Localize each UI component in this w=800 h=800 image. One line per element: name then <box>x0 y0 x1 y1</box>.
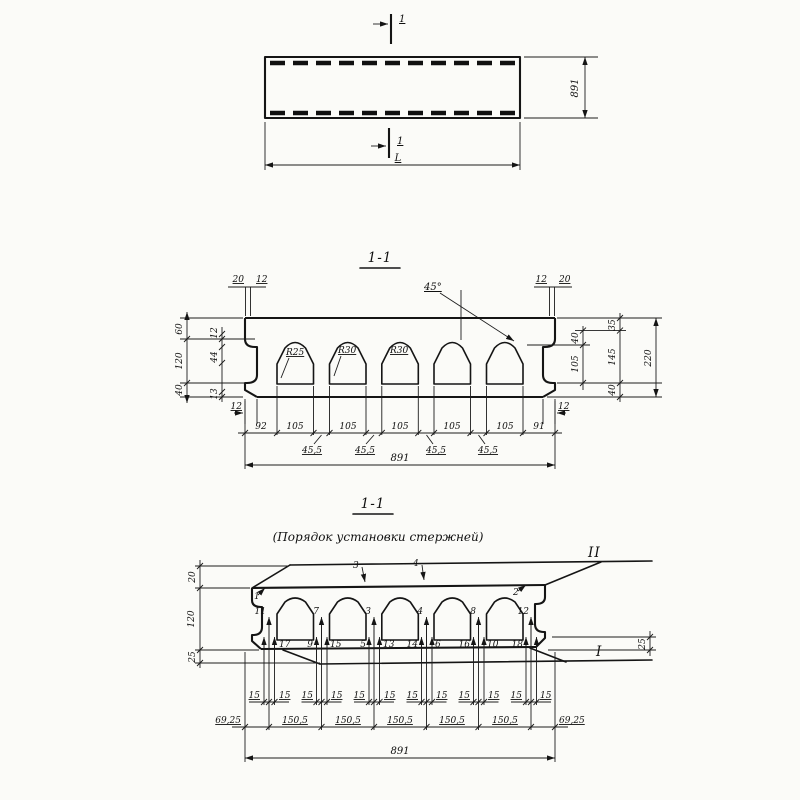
left-inner-dim-12: 12 <box>210 327 220 339</box>
plan-length-dim <box>265 122 520 170</box>
chain-1505-2: 150,5 <box>335 716 361 726</box>
plan-length-label: L <box>394 153 402 164</box>
rod-label-5: 5 <box>360 640 366 650</box>
right-mid-dim-35: 35 <box>608 319 618 331</box>
spacing-15-4: 15 <box>331 691 343 701</box>
rod-label-11: 11 <box>254 607 266 617</box>
rod-label-12: 12 <box>517 607 529 617</box>
chain-105-1: 105 <box>286 422 304 432</box>
rods-left-dim-25: 25 <box>188 651 198 663</box>
rod-mid-row <box>255 607 531 730</box>
rod-label-10: 10 <box>487 640 499 650</box>
plan-section-label-bottom: 1 <box>397 136 404 147</box>
spacing-15-10: 15 <box>488 691 500 701</box>
left-dim-40: 40 <box>175 384 185 396</box>
chain-105-5: 105 <box>496 422 514 432</box>
chain-6925-left: 69,25 <box>215 716 241 726</box>
radius-label-void3: R30 <box>390 346 409 356</box>
spacing-15-1: 15 <box>248 691 260 701</box>
rod-label-13: 13 <box>383 640 395 650</box>
topleft-dim-12: 12 <box>256 275 268 285</box>
rod-label-15: 15 <box>330 640 342 650</box>
rod-label-4-top: 4 <box>413 559 419 569</box>
rods-left-dim-20: 20 <box>188 571 198 583</box>
rod-label-17: 17 <box>279 640 291 650</box>
rod-top-arrows <box>353 559 424 582</box>
right-inner-dim-40: 40 <box>571 332 581 344</box>
axis-label-top: II <box>588 545 601 561</box>
rods-left-dim-120: 120 <box>187 610 197 628</box>
rod-label-3-top: 3 <box>353 561 359 571</box>
chain-1505-3: 150,5 <box>387 716 413 726</box>
topright-dim-12: 12 <box>535 275 547 285</box>
spacing-15-12: 15 <box>540 691 552 701</box>
section-left-dims <box>175 312 255 403</box>
rods-view <box>187 496 656 762</box>
chain-91: 91 <box>533 422 545 432</box>
right-mid-dim-40: 40 <box>608 384 618 396</box>
web-dim-2: 45,5 <box>354 446 376 456</box>
rods-chain-dims <box>215 652 585 762</box>
section-topright-dims <box>534 275 572 316</box>
bottom-right-offset-12: 12 <box>558 402 570 412</box>
rod-label-2: 2 <box>513 588 519 598</box>
rod-label-18: 18 <box>511 640 523 650</box>
web-dim-3: 45,5 <box>425 446 447 456</box>
chain-105-4: 105 <box>443 422 461 432</box>
spacing-15-8: 15 <box>436 691 448 701</box>
rods-title: 1-1 <box>360 496 386 512</box>
left-inner-dim-13: 13 <box>210 388 220 400</box>
chain-6925-right: 69,25 <box>559 716 585 726</box>
plan-view <box>265 14 598 170</box>
spacing-15-2: 15 <box>279 691 291 701</box>
left-inner-dim-44: 44 <box>210 351 220 363</box>
left-dim-60: 60 <box>175 323 185 335</box>
chamfer-note <box>423 282 514 341</box>
rod-label-9: 9 <box>307 640 313 650</box>
bottom-left-offset-12: 12 <box>230 402 242 412</box>
chain-1505-4: 150,5 <box>439 716 465 726</box>
chain-105-2: 105 <box>339 422 357 432</box>
rods-left-dims <box>187 560 320 668</box>
rod-label-7: 7 <box>313 607 319 617</box>
section-bottom-chain <box>238 386 562 469</box>
topleft-dim-20: 20 <box>232 275 244 285</box>
rods-total-891: 891 <box>390 746 410 757</box>
section-cut-marks <box>371 14 405 158</box>
plan-width-dim <box>524 57 598 118</box>
plan-width-label: 891 <box>570 78 581 98</box>
rod-label-8: 8 <box>470 607 476 617</box>
spacing-15-7: 15 <box>406 691 418 701</box>
spacing-15-3: 15 <box>301 691 313 701</box>
topright-dim-20: 20 <box>559 275 571 285</box>
rod-label-14: 14 <box>406 640 418 650</box>
section-title: 1-1 <box>367 250 393 266</box>
left-dim-120: 120 <box>175 352 185 370</box>
right-inner-dim-105: 105 <box>571 355 581 373</box>
section-view <box>175 250 662 469</box>
chain-92: 92 <box>255 422 267 432</box>
section-total-891: 891 <box>390 453 410 464</box>
radius-label-void2: R30 <box>338 346 357 356</box>
rod-label-16: 16 <box>458 640 470 650</box>
section-voids <box>277 343 523 385</box>
rods-right-dim-25: 25 <box>638 638 648 650</box>
rods-spacing-dims <box>249 691 552 705</box>
chain-1505-5: 150,5 <box>492 716 518 726</box>
rod-label-1: 1 <box>254 592 260 602</box>
chain-1505-1: 150,5 <box>282 716 308 726</box>
right-total-220: 220 <box>644 349 654 367</box>
section-topleft-dims <box>228 275 268 316</box>
spacing-15-6: 15 <box>384 691 396 701</box>
rod-label-3-mid: 3 <box>365 607 371 617</box>
section-right-dims <box>527 313 662 402</box>
web-dim-4: 45,5 <box>477 446 499 456</box>
chamfer-angle-label: 45° <box>424 282 442 293</box>
spacing-15-9: 15 <box>458 691 470 701</box>
spacing-15-5: 15 <box>353 691 365 701</box>
rod-label-4-mid: 4 <box>417 607 423 617</box>
rods-voids <box>277 598 523 640</box>
plan-section-label-top: 1 <box>399 14 406 25</box>
spacing-15-11: 15 <box>510 691 522 701</box>
rod-label-6: 6 <box>435 640 441 650</box>
right-mid-dim-145: 145 <box>608 348 618 366</box>
section-bottom-offsets <box>231 399 570 424</box>
axis-label-bottom: I <box>596 644 603 660</box>
rods-subtitle: (Порядок установки стержней) <box>272 530 484 544</box>
radius-label-void1: R25 <box>286 348 305 358</box>
web-dim-1: 45,5 <box>301 446 323 456</box>
chain-105-3: 105 <box>391 422 409 432</box>
